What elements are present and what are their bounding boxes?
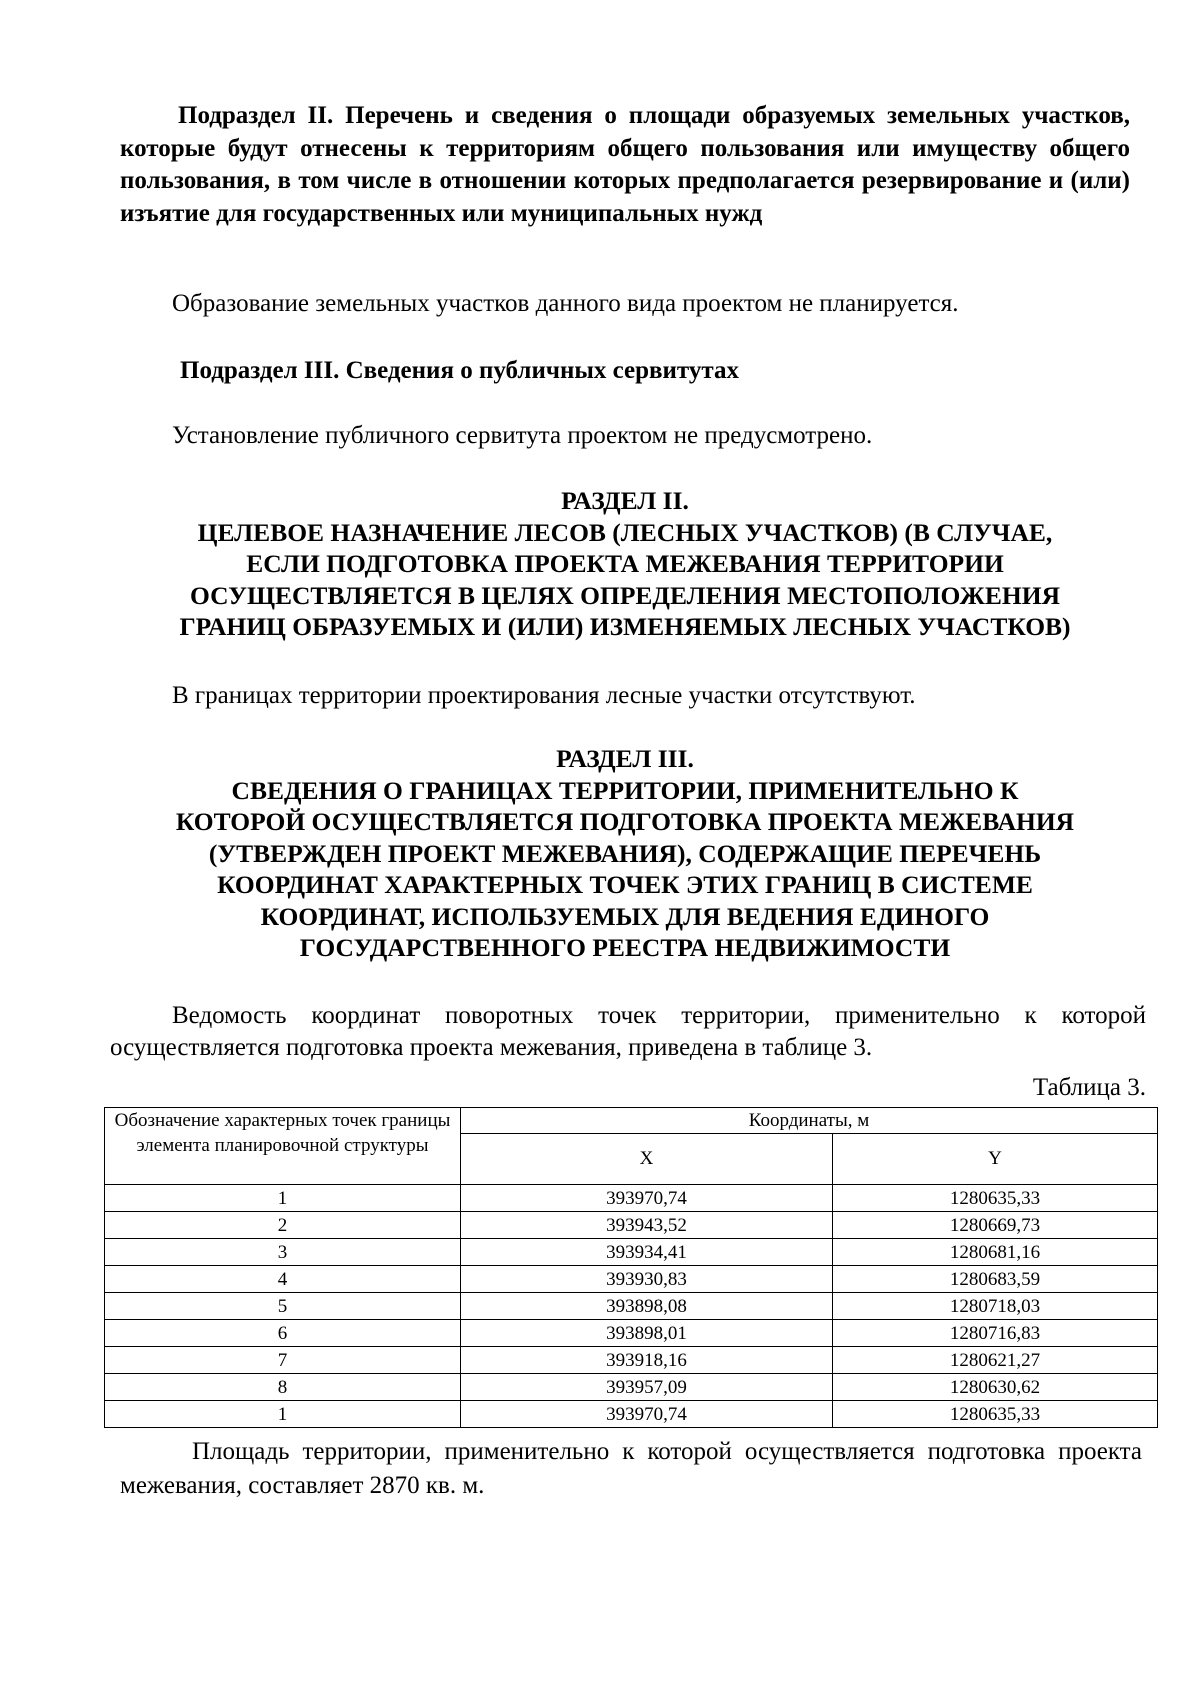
point-cell: 1 [105, 1401, 461, 1428]
table-row [105, 1401, 1158, 1428]
x-cell: 393970,74 [461, 1185, 833, 1212]
section-2-heading-line: ГРАНИЦ ОБРАЗУЕМЫХ И (ИЛИ) ИЗМЕНЯЕМЫХ ЛЕСНЫХ УЧАСТКОВ) [179, 612, 1071, 641]
x-cell: 393970,74 [461, 1401, 833, 1428]
section-2-text: В границах территории проектирования лесные участки отсутствуют. [172, 682, 916, 709]
area-text: Площадь территории, применительно к которой осуществляется подготовка проекта межевания, составляет 2870 кв. м. [120, 1438, 1142, 1499]
point-cell: 5 [105, 1293, 461, 1320]
point-cell: 8 [105, 1374, 461, 1401]
point-cell: 4 [105, 1266, 461, 1293]
y-cell: 1280669,73 [833, 1212, 1158, 1239]
y-cell: 1280630,62 [833, 1374, 1158, 1401]
header-x: X [461, 1134, 833, 1185]
section-2-heading-line: ЕСЛИ ПОДГОТОВКА ПРОЕКТА МЕЖЕВАНИЯ ТЕРРИТОРИИ [246, 549, 1004, 578]
table-row [105, 1266, 1158, 1293]
y-cell: 1280716,83 [833, 1320, 1158, 1347]
section-3-heading-line: (УТВЕРЖДЕН ПРОЕКТ МЕЖЕВАНИЯ), СОДЕРЖАЩИЕ ПЕРЕЧЕНЬ [208, 838, 1042, 868]
section-3-heading-line: РАЗДЕЛ III. [556, 744, 694, 773]
subsection-2-title: Подраздел II. Перечень и сведения о площади образуемых земельных участков, которые будут отнесены к территориям общего пользования или имуществу общего пользования, в том числе в отношении которых предполагается резервирование и (или) изъятие для государственных или муниципальных нужд [120, 102, 1130, 227]
point-cell: 1 [105, 1185, 461, 1212]
subsection-3-title: Подраздел III. Сведения о публичных сервитутах [180, 357, 739, 384]
y-cell: 1280635,33 [833, 1401, 1158, 1428]
y-cell: 1280681,16 [833, 1239, 1158, 1266]
point-cell: 7 [105, 1347, 461, 1374]
section-2-heading-line: ЦЕЛЕВОЕ НАЗНАЧЕНИЕ ЛЕСОВ (ЛЕСНЫХ УЧАСТКОВ) (В СЛУЧАЕ, [197, 517, 1053, 547]
section-3-heading-line: СВЕДЕНИЯ О ГРАНИЦАХ ТЕРРИТОРИИ, ПРИМЕНИТЕЛЬНО К [231, 775, 1019, 805]
x-cell: 393898,08 [461, 1293, 833, 1320]
coordinates-table [104, 1107, 1158, 1428]
y-cell: 1280621,27 [833, 1347, 1158, 1374]
y-cell: 1280683,59 [833, 1266, 1158, 1293]
x-cell: 393898,01 [461, 1320, 833, 1347]
y-cell: 1280718,03 [833, 1293, 1158, 1320]
section-3-heading [110, 743, 1140, 964]
table-row [105, 1185, 1158, 1212]
x-cell: 393943,52 [461, 1212, 833, 1239]
section-3-heading-line: КОТОРОЙ ОСУЩЕСТВЛЯЕТСЯ ПОДГОТОВКА ПРОЕКТА МЕЖЕВАНИЯ [175, 807, 1075, 836]
subsection-2-text: Образование земельных участков данного вида проектом не планируется. [172, 290, 959, 317]
table-row [105, 1347, 1158, 1374]
table-row [105, 1320, 1158, 1347]
section-2-heading [110, 485, 1140, 643]
table-row [105, 1212, 1158, 1239]
section-3-heading-line: КООРДИНАТ ХАРАКТЕРНЫХ ТОЧЕК ЭТИХ ГРАНИЦ В СИСТЕМЕ [217, 870, 1033, 899]
section-2-heading-line: ОСУЩЕСТВЛЯЕТСЯ В ЦЕЛЯХ ОПРЕДЕЛЕНИЯ МЕСТОПОЛОЖЕНИЯ [190, 580, 1060, 610]
section-3-heading-line: КООРДИНАТ, ИСПОЛЬЗУЕМЫХ ДЛЯ ВЕДЕНИЯ ЕДИНОГО [260, 901, 990, 931]
header-coordinates: Координаты, м [461, 1108, 1158, 1134]
section-3-heading-line: ГОСУДАРСТВЕННОГО РЕЕСТРА НЕДВИЖИМОСТИ [299, 933, 951, 962]
table-row [105, 1293, 1158, 1320]
point-cell: 3 [105, 1239, 461, 1266]
y-cell: 1280635,33 [833, 1185, 1158, 1212]
x-cell: 393934,41 [461, 1239, 833, 1266]
section-2-heading-line: РАЗДЕЛ II. [561, 486, 689, 515]
x-cell: 393918,16 [461, 1347, 833, 1374]
section-3-intro: Ведомость координат поворотных точек территории, применительно к которой осуществляется подготовка проекта межевания, приведена в таблице 3. [110, 1002, 1146, 1061]
table-row [105, 1239, 1158, 1266]
point-cell: 2 [105, 1212, 461, 1239]
point-cell: 6 [105, 1320, 461, 1347]
x-cell: 393930,83 [461, 1266, 833, 1293]
subsection-3-text: Установление публичного сервитута проектом не предусмотрено. [172, 422, 873, 449]
header-y: Y [833, 1134, 1158, 1185]
header-points: Обозначение характерных точек границы элемента планировочной структуры [105, 1108, 461, 1185]
table-row [105, 1374, 1158, 1401]
x-cell: 393957,09 [461, 1374, 833, 1401]
table-caption: Таблица 3. [1032, 1074, 1146, 1101]
